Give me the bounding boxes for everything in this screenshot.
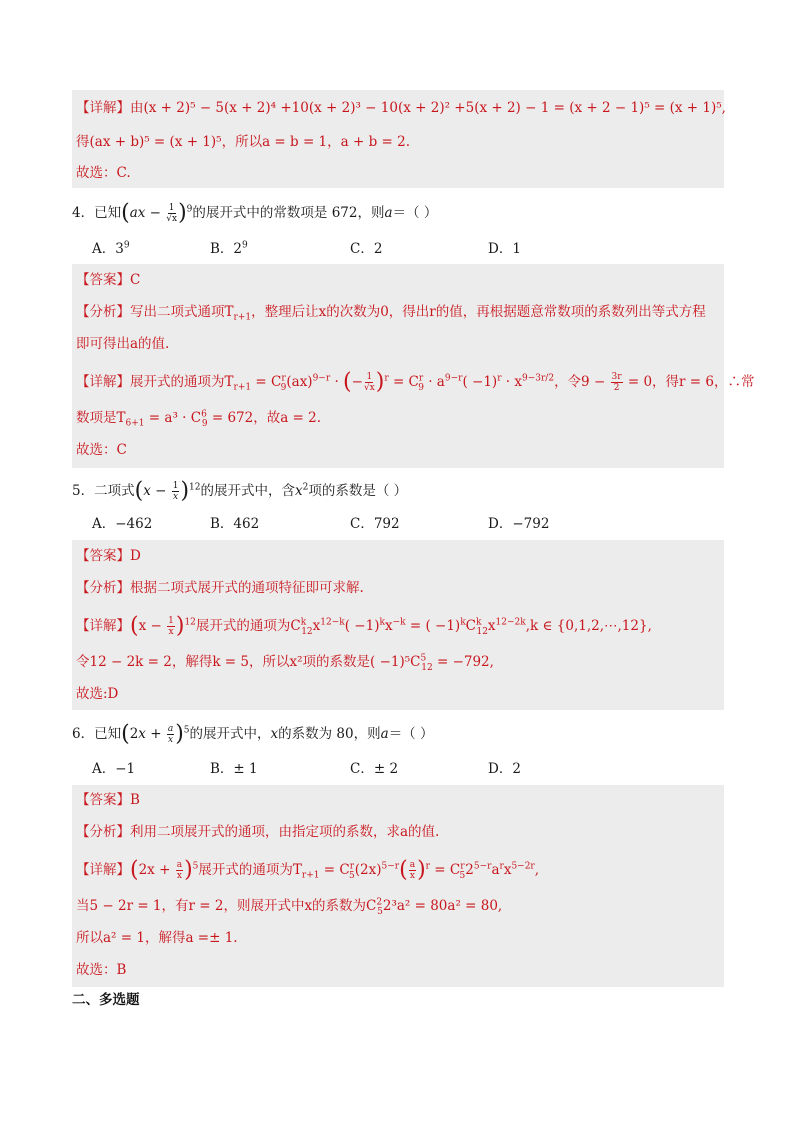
q5-detail-line1: 【详解】(x − $\frac{1}{x}$ )$^{12}$展开式的通项为$C^k_{12}x^{12-k}( -1)^kx^{-k}$ = ( $-1)^kC^k_{12}x^{12-2k},k$ ∈ {0,1,2,⋯,12}, xyxy=(76,613,652,639)
q5-option-c[interactable]: C．792 xyxy=(350,516,400,532)
q4-option-c[interactable]: C．2 xyxy=(350,241,383,257)
q6-detail-line1: 【详解】(2x + $\frac{a}{x}$ )$^5$展开式的通项为$T_{r+1} = C^r_5(2x)^{5-r}$( $\frac{a}{x}$ )$^r = C^r_52^{5-r}a^rx^{5-2r}$, xyxy=(76,857,540,883)
q4-option-b[interactable]: B．$2^9$ xyxy=(210,240,248,257)
q5-choice: 故选:D xyxy=(76,686,119,702)
q3-detail-line2: 得(ax + b)⁵ = (x + 1)⁵，所以a = b = 1，a + b = 2. xyxy=(76,134,411,150)
q6-solution-block xyxy=(72,785,724,987)
q5-detail-line2: 令12 − 2k = 2，解得k = 5，所以x²项的系数是( $-1)^5C^5_{12} = -792$, xyxy=(76,653,494,673)
q6-option-c[interactable]: C．± 2 xyxy=(350,761,399,777)
q5-stem: 5．二项式(x − $\frac{1}{x}$ )$^{12}$的展开式中，含$x^2$项的系数是（ ） xyxy=(72,478,408,504)
q6-analysis: 【分析】利用二项展开式的通项，由指定项的系数，求a的值. xyxy=(76,824,440,840)
q6-option-b[interactable]: B．± 1 xyxy=(210,761,258,777)
q6-option-a[interactable]: A．−1 xyxy=(92,761,136,777)
q4-answer: 【答案】C xyxy=(76,272,141,288)
q3-detail-line1: 【详解】由(x + 2)⁵ − 5(x + 2)⁴ +10(x + 2)³ − 10(x + 2)² +5(x + 2) − 1 = (x + 2 − 1)⁵ = (x + 1)⁵, xyxy=(76,100,726,116)
q6-answer: 【答案】B xyxy=(76,792,140,808)
q6-option-d[interactable]: D．2 xyxy=(488,761,521,777)
q6-choice: 故选：B xyxy=(76,962,127,978)
q4-analysis-line1: 【分析】写出二项式通项$T_{r+1}$，整理后让x的次数为0，得出r的值，再根据题意常数项的系数列出等式方程 xyxy=(76,304,706,323)
q4-option-a[interactable]: A．$3^9$ xyxy=(92,240,130,257)
q4-detail-line1: 【详解】展开式的通项为$T_{r+1} = C^r_9(ax)^{9-r}$ · (− $\frac{1}{√x}$ )$^r = C^r_9 \cdot a^{9-r}( -1)^r \cdot x^{9-3r/2}$，令9 − $\frac{3r}{2}$ = 0，得r = 6，∴常 xyxy=(76,369,755,395)
q5-option-b[interactable]: B．462 xyxy=(210,516,260,532)
q5-answer: 【答案】D xyxy=(76,548,141,564)
q4-analysis-line2: 即可得出a的值. xyxy=(76,336,170,352)
q4-choice: 故选：C xyxy=(76,442,127,458)
q5-option-d[interactable]: D．−792 xyxy=(488,516,550,532)
q5-option-a[interactable]: A．−462 xyxy=(92,516,153,532)
q5-analysis: 【分析】根据二项式展开式的通项特征即可求解. xyxy=(76,580,364,596)
q4-option-d[interactable]: D．1 xyxy=(488,241,521,257)
q4-stem: 4．已知(ax − $\frac{1}{√x}$ )$^9$的展开式中的常数项是 672，则a＝（ ） xyxy=(72,200,438,226)
q3-choice: 故选：C. xyxy=(76,165,131,181)
q4-solution-block xyxy=(72,264,724,468)
q6-stem: 6．已知(2x + $\frac{a}{x}$ )$^5$的展开式中，x的系数为 80，则a＝（ ） xyxy=(72,721,434,747)
q4-detail-line2: 数项是$T_{6+1} = a^3 \cdot C^6_9 = 672$，故a = 2. xyxy=(76,409,322,429)
q6-detail-line2: 当5 − 2r = 1，有r = 2，则展开式中x的系数为$C^2_52^3a^2 = 80a^2 = 80$, xyxy=(76,897,503,917)
section-title: 二、多选题 xyxy=(72,992,140,1008)
q6-detail-line3: 所以a² = 1，解得a =± 1. xyxy=(76,930,238,946)
